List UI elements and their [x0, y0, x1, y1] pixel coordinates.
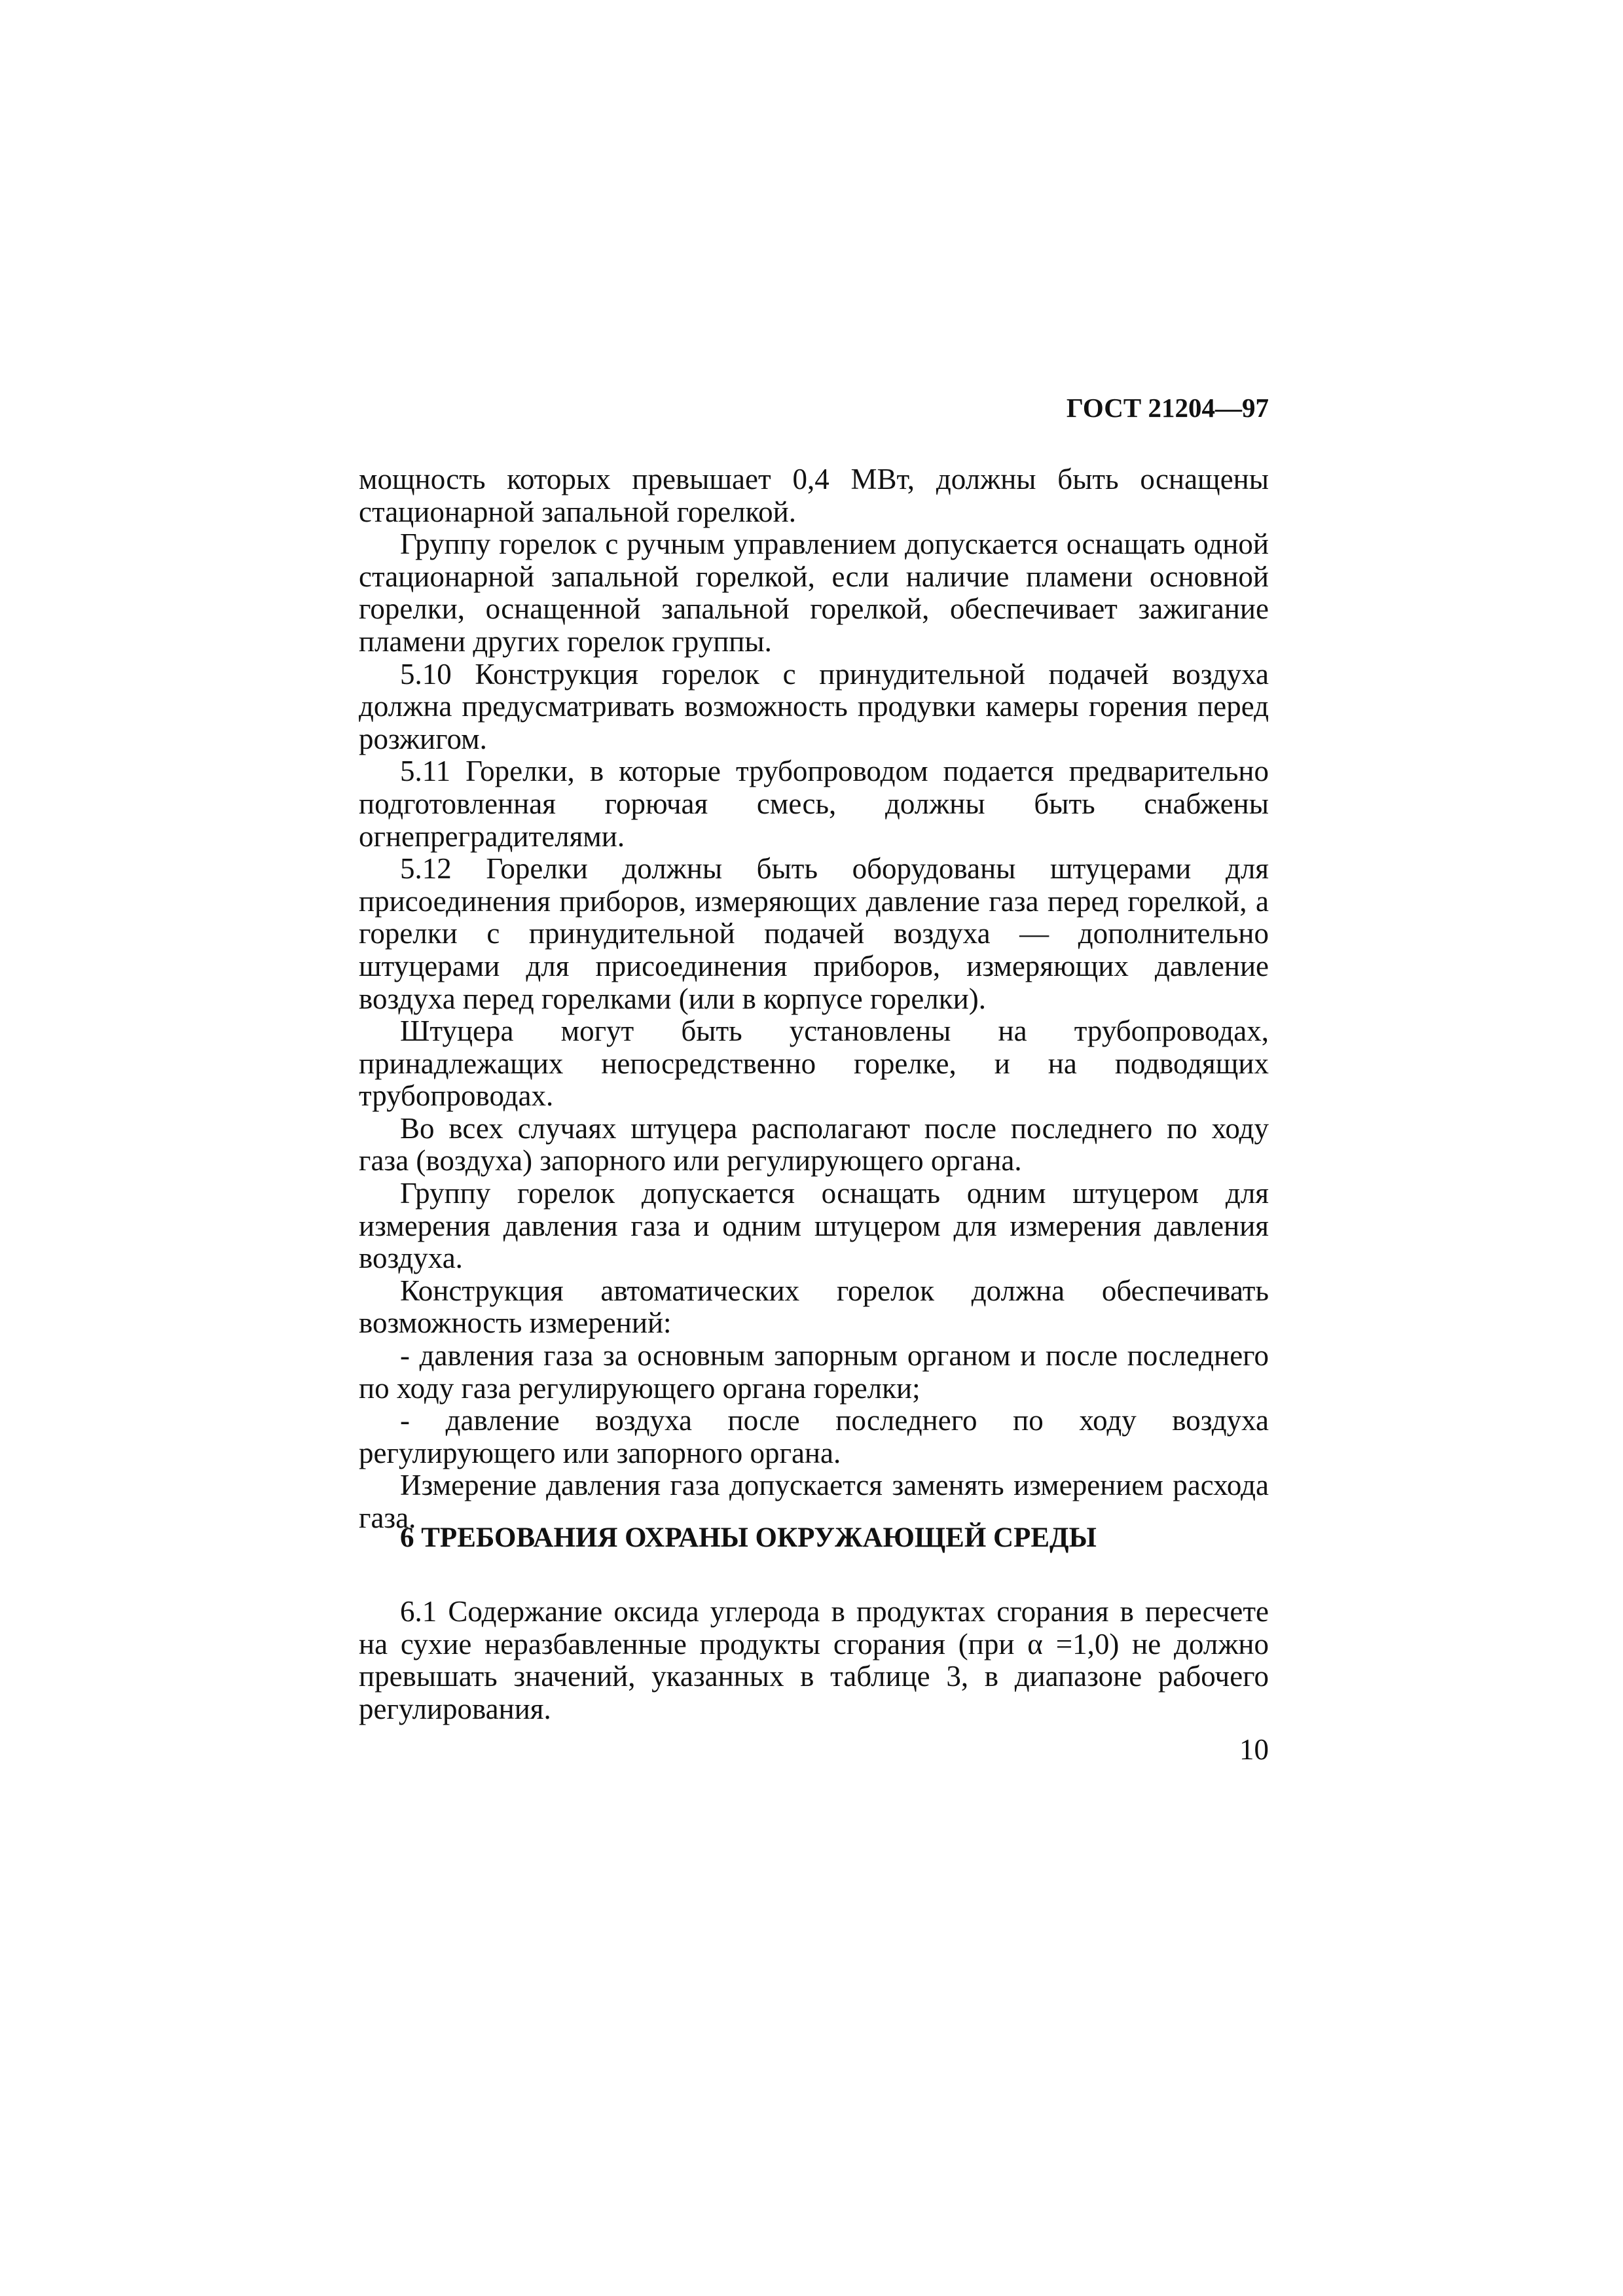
paragraph-burner-group: Группу горелок с ручным управлением допускается оснащать одной стационарной запальной горелкой, если наличие пламени основной горелки, оснащенной запальной горелкой, обеспечивает зажигание пламени других горелок группы.	[359, 528, 1269, 658]
paragraph-flow-measurement: Измерение давления газа допускается заменять измерением расхода газа.	[359, 1469, 1269, 1534]
paragraph-5-11: 5.11 Горелки, в которые трубопроводом подается предварительно подготовленная горючая смесь, должны быть снабжены огнепреградителями.	[359, 755, 1269, 853]
paragraph-automatic-burners: Конструкция автоматических горелок должна обеспечивать возможность измерений:	[359, 1274, 1269, 1340]
page-number: 10	[1239, 1733, 1269, 1766]
list-item-gas-pressure: - давления газа за основным запорным органом и после последнего по ходу газа регулирующего органа горелки;	[359, 1339, 1269, 1405]
section-5-text	[359, 463, 1269, 1535]
section-6-heading: 6 ТРЕБОВАНИЯ ОХРАНЫ ОКРУЖАЮЩЕЙ СРЕДЫ	[400, 1522, 1097, 1553]
list-item-air-pressure: - давление воздуха после последнего по ходу воздуха регулирующего или запорного органа.	[359, 1404, 1269, 1469]
paragraph-continuation: мощность которых превышает 0,4 МВт, должны быть оснащены стационарной запальной горелкой.	[359, 463, 1269, 528]
paragraph-fittings-installation: Штуцера могут быть установлены на трубопроводах, принадлежащих непосредственно горелке, и на подводящих трубопроводах.	[359, 1014, 1269, 1113]
section-6-text	[359, 1596, 1269, 1725]
paragraph-group-fitting: Группу горелок допускается оснащать одним штуцером для измерения давления газа и одним штуцером для измерения давления воздуха.	[359, 1177, 1269, 1275]
paragraph-fittings-placement: Во всех случаях штуцера располагают после последнего по ходу газа (воздуха) запорного или регулирующего органа.	[359, 1111, 1269, 1177]
paragraph-5-12: 5.12 Горелки должны быть оборудованы штуцерами для присоединения приборов, измеряющих давление газа перед горелкой, а горелки с принудительной подачей воздуха — дополнительно штуцерами для присоединения приборов, измеряющих давление воздуха перед горелками (или в корпусе горелки).	[359, 852, 1269, 1015]
paragraph-5-10: 5.10 Конструкция горелок с принудительной подачей воздуха должна предусматривать возможность продувки камеры горения перед розжигом.	[359, 657, 1269, 755]
paragraph-6-1: 6.1 Содержание оксида углерода в продуктах сгорания в пересчете на сухие неразбавленные продукты сгорания (при α =1,0) не должно превышать значений, указанных в таблице 3, в диапазоне рабочего регулирования.	[359, 1595, 1269, 1725]
document-code-header: ГОСТ 21204—97	[1066, 393, 1269, 423]
